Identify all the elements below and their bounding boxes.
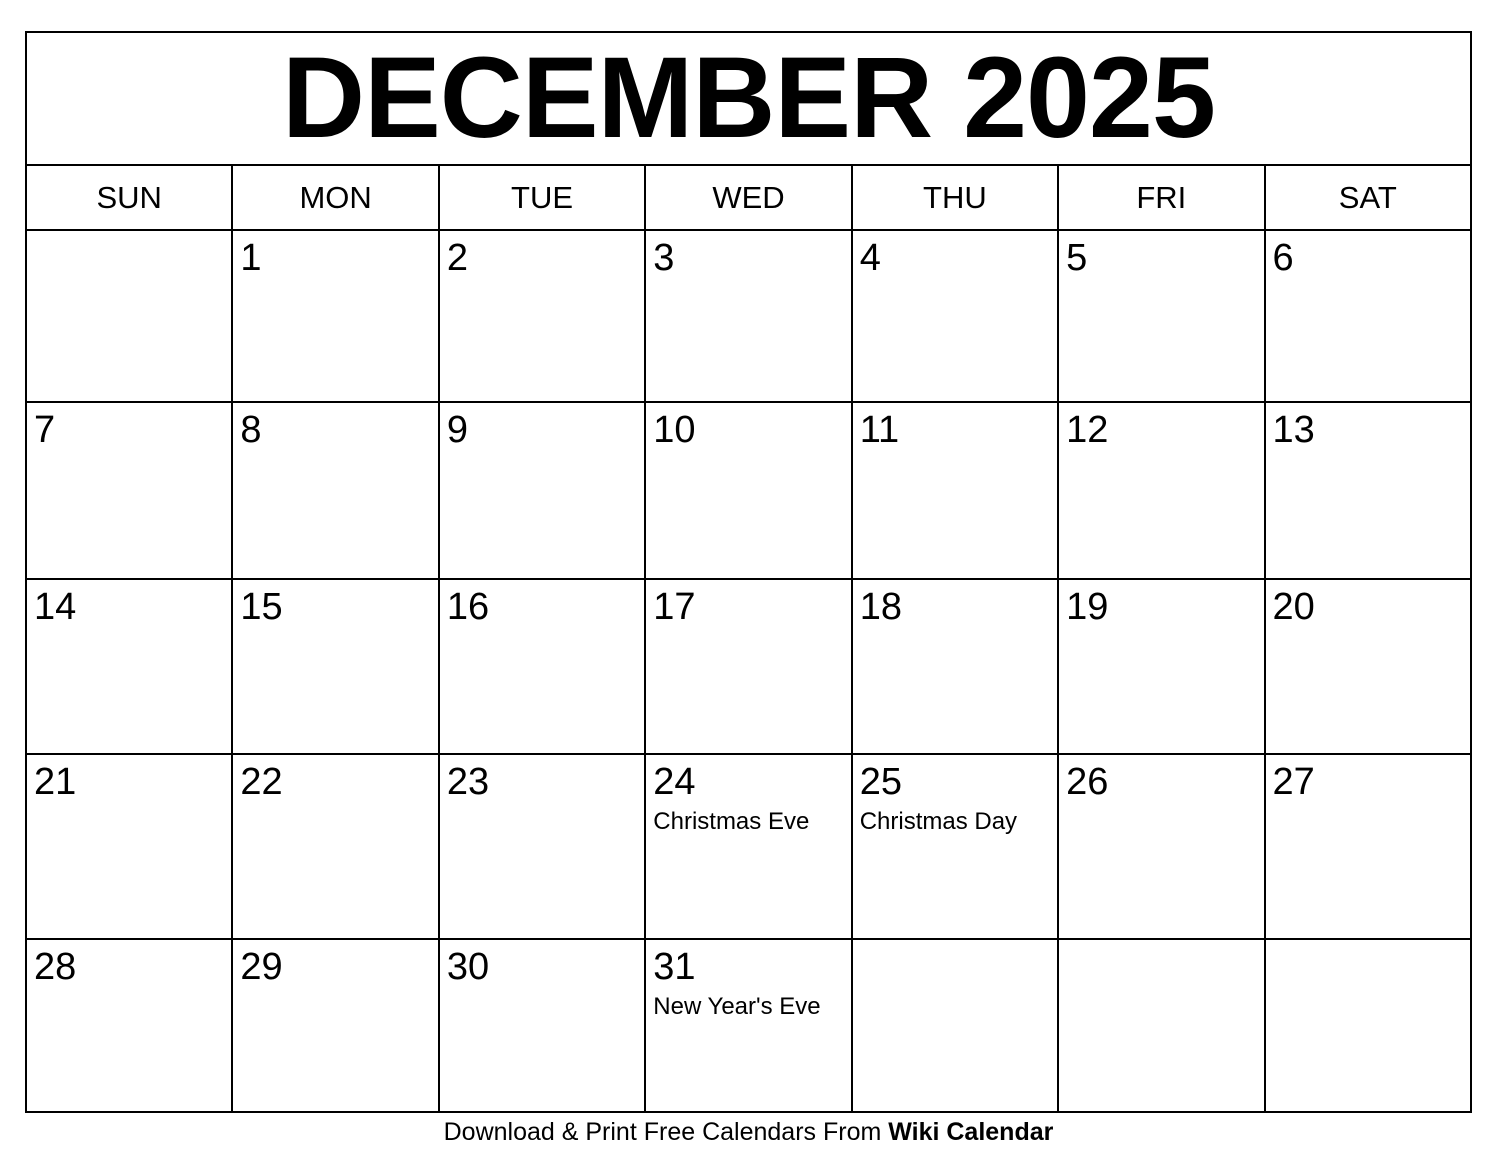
day-number: 25 — [859, 761, 902, 803]
day-number: 7 — [34, 409, 56, 451]
day-cell — [645, 579, 851, 754]
weekday-thu: THU — [852, 165, 1058, 230]
day-cell — [645, 402, 851, 579]
weekday-fri: FRI — [1058, 165, 1264, 230]
day-cell — [232, 579, 438, 754]
day-cell — [1058, 939, 1264, 1112]
holiday-label: Christmas Eve — [653, 807, 810, 835]
footer-text: Download & Print Free Calendars From — [443, 1118, 889, 1146]
title-row — [26, 32, 1471, 165]
day-cell — [232, 402, 438, 579]
day-cell — [645, 939, 851, 1112]
weekday-sat: SAT — [1265, 165, 1471, 230]
day-number: 16 — [446, 586, 490, 628]
day-number: 10 — [653, 409, 696, 451]
day-cell — [439, 579, 645, 754]
day-number: 12 — [1066, 409, 1109, 451]
day-number: 27 — [1272, 761, 1315, 803]
day-cell — [26, 402, 232, 579]
day-cell — [26, 939, 232, 1112]
day-number: 29 — [240, 946, 283, 988]
day-number: 22 — [240, 761, 283, 803]
day-cell — [852, 402, 1058, 579]
day-cell — [1058, 754, 1264, 939]
day-number: 24 — [653, 761, 696, 803]
day-number: 31 — [653, 946, 696, 988]
day-number: 3 — [653, 237, 675, 279]
day-number: 17 — [653, 586, 696, 628]
calendar-title: DECEMBER 2025 — [26, 32, 1471, 165]
week-row-5 — [26, 939, 1471, 1112]
day-cell — [852, 230, 1058, 402]
day-number: 30 — [446, 946, 490, 988]
day-number: 11 — [859, 409, 900, 451]
day-cell — [1058, 579, 1264, 754]
day-number: 21 — [34, 761, 77, 803]
day-cell — [232, 754, 438, 939]
day-cell — [1265, 754, 1471, 939]
day-cell — [439, 230, 645, 402]
day-cell — [645, 230, 851, 402]
day-cell — [1265, 230, 1471, 402]
footer-credit — [25, 1117, 1472, 1147]
day-cell — [1265, 402, 1471, 579]
day-number: 23 — [446, 761, 490, 803]
week-row-2 — [26, 402, 1471, 579]
day-cell — [26, 230, 232, 402]
day-cell — [439, 402, 645, 579]
day-cell — [1265, 939, 1471, 1112]
holiday-label: New Year's Eve — [653, 992, 821, 1020]
day-number: 6 — [1272, 237, 1294, 279]
day-number: 14 — [34, 586, 77, 628]
day-cell — [1058, 230, 1264, 402]
day-number: 19 — [1066, 586, 1109, 628]
day-number: 26 — [1066, 761, 1109, 803]
day-cell — [26, 754, 232, 939]
calendar-table — [25, 31, 1472, 1113]
day-number: 9 — [446, 409, 468, 451]
day-cell — [439, 754, 645, 939]
day-cell — [232, 230, 438, 402]
day-cell — [439, 939, 645, 1112]
weekday-sun: SUN — [26, 165, 232, 230]
holiday-label: Christmas Day — [859, 807, 1018, 835]
day-cell — [852, 579, 1058, 754]
day-number: 28 — [34, 946, 77, 988]
weekday-header-row — [26, 165, 1471, 230]
day-cell — [232, 939, 438, 1112]
day-number: 18 — [859, 586, 902, 628]
day-cell — [852, 754, 1058, 939]
day-number: 5 — [1066, 237, 1088, 279]
day-number: 4 — [859, 237, 881, 279]
day-cell — [1058, 402, 1264, 579]
day-number: 20 — [1272, 586, 1315, 628]
day-cell — [1265, 579, 1471, 754]
week-row-1 — [26, 230, 1471, 402]
weekday-mon: MON — [232, 165, 438, 230]
day-cell — [852, 939, 1058, 1112]
weekday-tue: TUE — [439, 165, 645, 230]
weekday-wed: WED — [645, 165, 851, 230]
day-number: 1 — [240, 237, 262, 279]
day-number: 15 — [240, 586, 283, 628]
day-cell — [26, 579, 232, 754]
footer-brand: Wiki Calendar — [888, 1118, 1054, 1146]
week-row-4 — [26, 754, 1471, 939]
day-number: 2 — [446, 237, 468, 279]
day-cell — [645, 754, 851, 939]
day-number: 13 — [1272, 409, 1315, 451]
day-number: 8 — [240, 409, 262, 451]
week-row-3 — [26, 579, 1471, 754]
